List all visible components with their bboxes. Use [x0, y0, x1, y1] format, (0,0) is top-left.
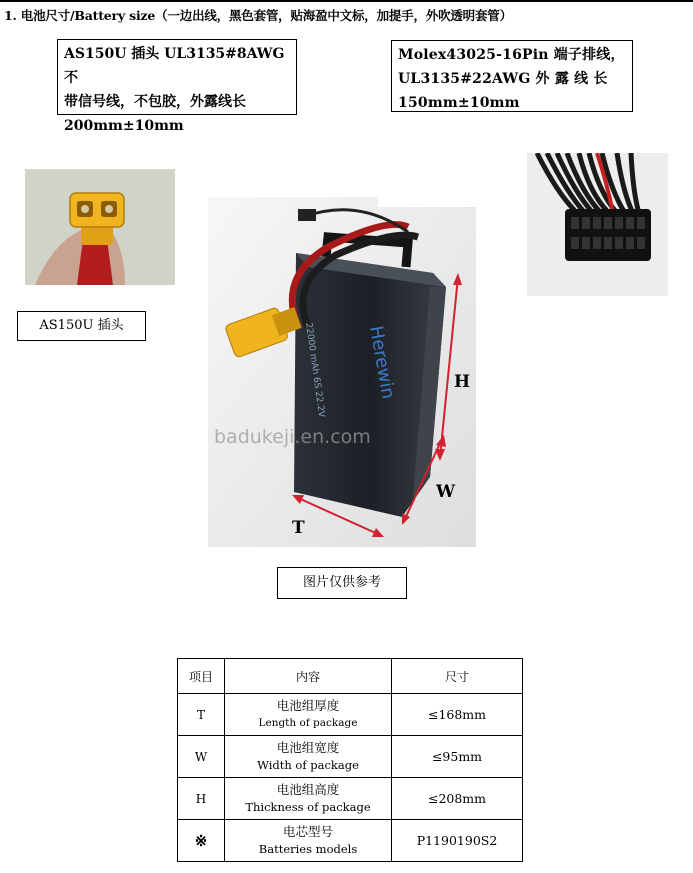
table-row: [178, 778, 523, 820]
row-item: T: [178, 694, 225, 736]
row-content: [225, 736, 392, 778]
as150u-label: AS150U 插头: [17, 311, 146, 341]
row-content: [225, 778, 392, 820]
callout-line: Molex43025-16Pin 端子排线，: [398, 47, 625, 63]
spec-table: [177, 658, 523, 862]
dimension-t-label: T: [292, 518, 305, 538]
callout-line: AS150U 插头 UL3135#8AWG 不: [64, 46, 285, 86]
content-en: Length of package: [258, 717, 358, 729]
content-en: Batteries models: [258, 842, 358, 856]
table-row: [178, 736, 523, 778]
row-item: ※: [178, 820, 225, 862]
table-row: [178, 694, 523, 736]
callout-line: 150mm±10mm: [398, 95, 520, 111]
reference-only-label: 图片仅供参考: [277, 567, 407, 599]
row-size: ≤208mm: [392, 778, 523, 820]
row-size: ≤168mm: [392, 694, 523, 736]
battery-pack-photo: [208, 177, 476, 547]
content-zh: 电池组宽度: [276, 740, 340, 755]
row-size: P1190190S2: [392, 820, 523, 862]
section-heading: 1. 电池尺寸/Battery size（一边出线，黑色套管，贴海盈中文标，加提手，外吹透明套管）: [4, 8, 512, 23]
row-size: ≤95mm: [392, 736, 523, 778]
callout-line: 200mm±10mm: [64, 118, 184, 134]
top-rule: [0, 0, 693, 2]
content-zh: 电池组高度: [276, 782, 340, 797]
row-item: W: [178, 736, 225, 778]
content-zh: 电芯型号: [282, 824, 333, 839]
table-row: [178, 820, 523, 862]
molex-connector-photo: [527, 153, 668, 296]
row-content: [225, 694, 392, 736]
row-item: H: [178, 778, 225, 820]
as150u-callout: [57, 39, 297, 134]
content-en: Width of package: [257, 758, 359, 772]
molex-callout: [391, 40, 633, 112]
row-content: [225, 820, 392, 862]
as150u-connector-photo: [25, 169, 175, 285]
dimension-h-label: H: [454, 372, 471, 392]
content-zh: 电池组厚度: [276, 698, 340, 713]
callout-line: 带信号线，不包胶，外露线长: [64, 94, 246, 110]
callout-line: UL3135#22AWG 外 露 线 长: [398, 71, 608, 87]
table-header-row: [178, 659, 523, 694]
content-en: Thickness of package: [245, 800, 371, 814]
header-size: 尺寸: [392, 659, 523, 694]
dimension-w-label: W: [436, 482, 456, 502]
battery-capacity-text: 22000 mAh 6S 22.2V: [303, 322, 327, 418]
watermark-text: badukeji.en.com: [214, 426, 371, 448]
header-item: 项目: [178, 659, 225, 694]
header-content: 内容: [225, 659, 392, 694]
battery-brand-text: Herewin: [365, 324, 399, 401]
